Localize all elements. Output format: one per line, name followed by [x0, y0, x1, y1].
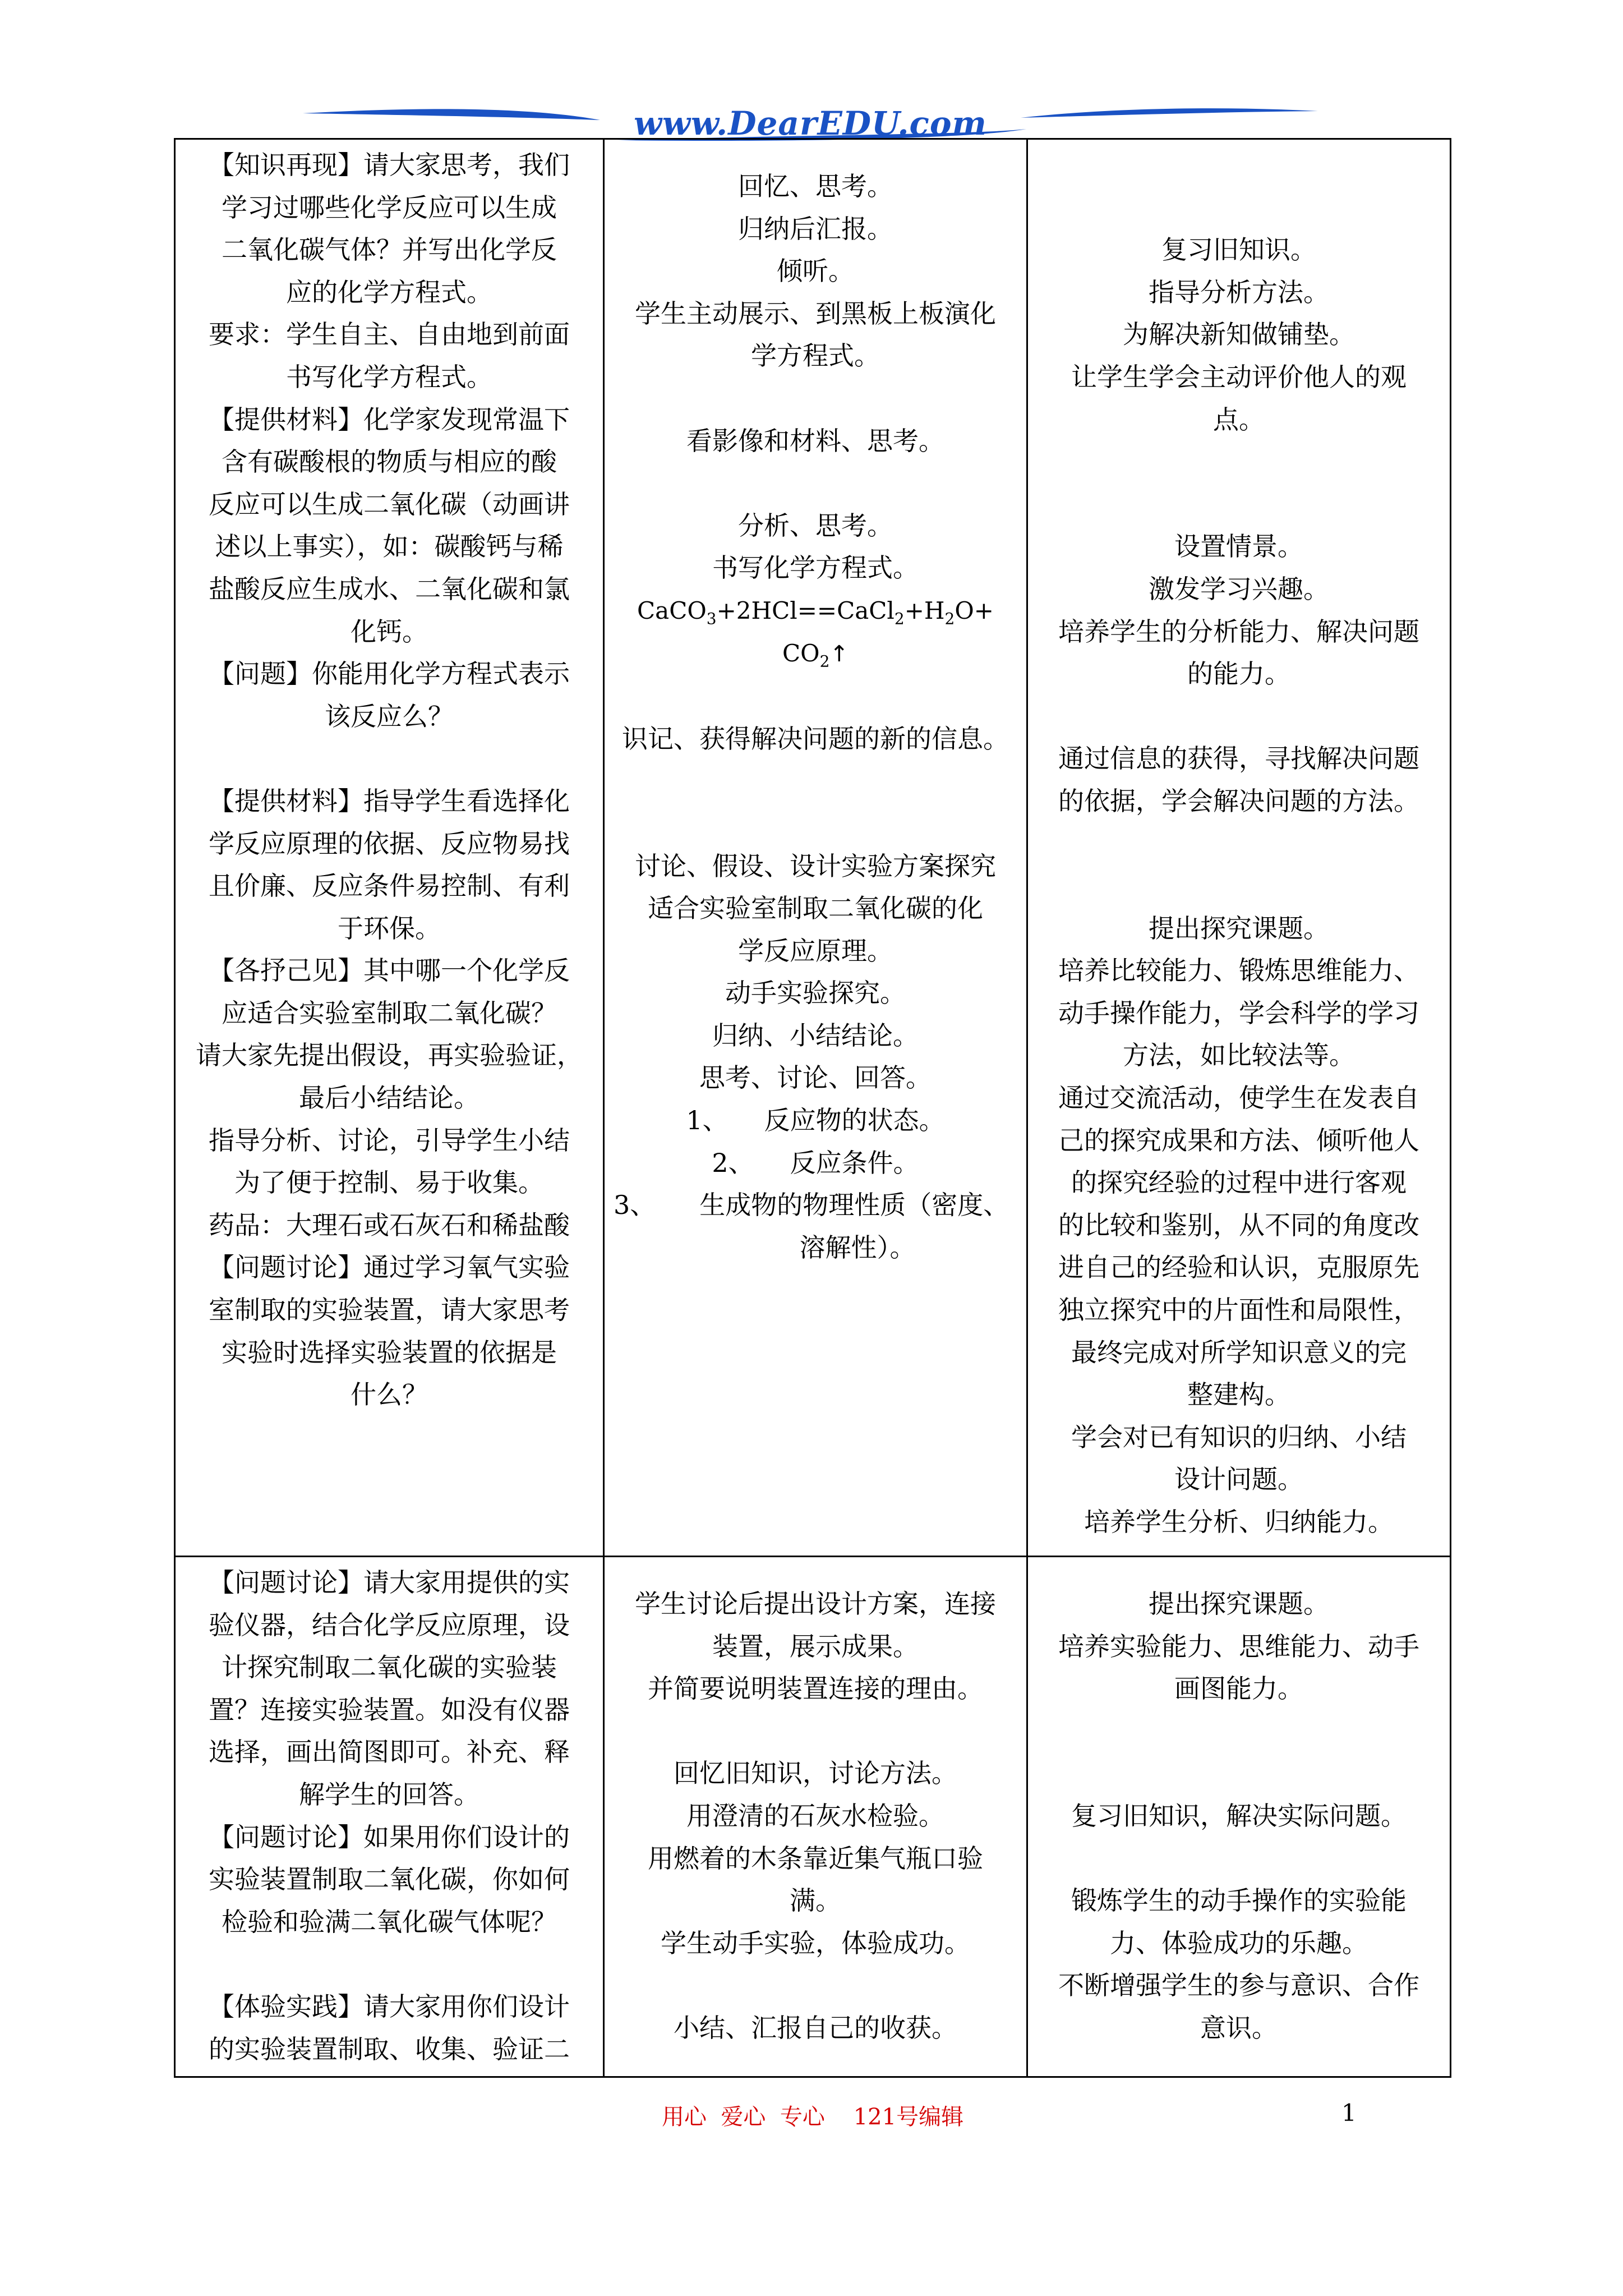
text-line — [1037, 144, 1441, 187]
text-line: 进自己的经验和认识，克服原先 — [1058, 1252, 1419, 1283]
text-line: 实验时选择实验装置的依据是 — [222, 1337, 557, 1368]
text-line: 独立探究中的片面性和局限性， — [1058, 1295, 1419, 1326]
list-item — [614, 1142, 1017, 1185]
text-line: 盐酸反应生成水、二氧化碳和氯 — [209, 573, 570, 604]
page-number: 1 — [1341, 2099, 1357, 2127]
text-line: 并简要说明装置连接的理由。 — [648, 1673, 983, 1704]
teacher-activity-cell — [175, 139, 604, 1557]
text-line: 设置情景。 — [1174, 531, 1303, 562]
design-intent-cell — [1027, 1557, 1451, 2077]
text-line — [614, 675, 1017, 718]
text-line: 请大家先提出假设，再实验验证， — [196, 1040, 583, 1071]
text-line: 提出探究课题。 — [1149, 1589, 1329, 1619]
text-line: 药品：大理石或石灰石和稀盐酸 — [209, 1209, 570, 1240]
list-text: 反应物的状态。 — [764, 1105, 945, 1136]
text-line: 的实验装置制取、收集、验证二 — [209, 2033, 570, 2064]
text-line: 复习旧知识，解决实际问题。 — [1071, 1800, 1407, 1831]
text-line: 室制取的实验装置，请大家思考 — [209, 1295, 570, 1326]
text-line: 复习旧知识。 — [1161, 234, 1316, 265]
list-number: 2、 — [712, 1147, 754, 1178]
text-line: 设计问题。 — [1174, 1464, 1303, 1495]
text-line: 于环保。 — [338, 913, 441, 944]
text-line: 意识。 — [1200, 2012, 1278, 2043]
text-line: 看影像和材料、思考。 — [686, 425, 944, 456]
text-line: 反应可以生成二氧化碳（动画讲 — [209, 489, 570, 519]
text-line: 且价廉、反应条件易控制、有利 — [209, 871, 570, 901]
text-line: 要求：学生自主、自由地到前面 — [209, 319, 570, 350]
text-line — [614, 378, 1017, 420]
chemical-equation — [614, 632, 1017, 676]
equation-subscript: 3 — [706, 609, 717, 628]
text-line: 化钙。 — [351, 616, 428, 647]
text-line: 述以上事实），如：碳酸钙与稀 — [215, 531, 564, 562]
text-line: 适合实验室制取二氧化碳的化 — [648, 893, 983, 924]
text-line: 应的化学方程式。 — [286, 277, 492, 307]
text-line: 含有碳酸根的物质与相应的酸 — [222, 447, 557, 477]
text-line — [614, 462, 1017, 505]
text-line: 计探究制取二氧化碳的实验装 — [222, 1652, 557, 1683]
text-line: 什么？ — [351, 1379, 428, 1410]
text-line: 激发学习兴趣。 — [1149, 573, 1329, 604]
list-text: 反应条件。 — [790, 1147, 919, 1178]
text-line: 二氧化碳气体？并写出化学反 — [222, 234, 557, 265]
text-line: 解学生的回答。 — [299, 1779, 479, 1810]
equation-text: +2HCl==CaCl — [716, 596, 895, 624]
text-line — [185, 738, 594, 780]
lesson-table — [174, 138, 1451, 2078]
equation-text: O+ — [955, 596, 994, 624]
site-logo: www.DearEDU.com — [634, 104, 987, 142]
equation-subscript: 2 — [894, 609, 905, 628]
text-line: 通过交流活动，使学生在发表自 — [1058, 1083, 1419, 1114]
text-line — [1037, 696, 1441, 738]
equation-subscript: 2 — [819, 651, 830, 670]
text-line: 分析、思考。 — [738, 510, 893, 541]
equation-text: CO — [782, 639, 820, 667]
text-line — [614, 1964, 1017, 2007]
text-line: 的探究经验的过程中进行客观 — [1071, 1167, 1407, 1198]
text-line: 该反应么？ — [325, 701, 454, 731]
text-line: 识记、获得解决问题的新的信息。 — [622, 723, 1009, 754]
text-line: 【问题讨论】请大家用提供的实 — [209, 1567, 570, 1598]
text-line: 【问题讨论】通过学习氧气实验 — [209, 1252, 570, 1283]
text-line: 用澄清的石灰水检验。 — [686, 1800, 944, 1831]
chemical-equation — [614, 590, 1017, 632]
table-row — [175, 1557, 1451, 2077]
design-intent-cell — [1027, 139, 1451, 1557]
student-activity-cell — [604, 139, 1027, 1557]
text-line: 学会对已有知识的归纳、小结 — [1071, 1421, 1407, 1452]
text-line: 动手操作能力，学会科学的学习 — [1058, 997, 1419, 1028]
text-line: 培养实验能力、思维能力、动手 — [1058, 1631, 1419, 1662]
text-line — [1037, 484, 1441, 526]
text-line: 锻炼学生的动手操作的实验能 — [1071, 1885, 1407, 1916]
text-line: 书写化学方程式。 — [286, 361, 492, 392]
footer-note: 用心 爱心 专心 121号编辑 — [662, 2104, 964, 2130]
text-line: 最终完成对所学知识意义的完 — [1071, 1337, 1407, 1368]
text-line: 学生主动展示、到黑板上板演化 — [635, 298, 996, 329]
text-line: 用燃着的木条靠近集气瓶口验 — [648, 1843, 983, 1874]
text-line: 让学生学会主动评价他人的观 — [1071, 361, 1407, 392]
text-line: 回忆旧知识，讨论方法。 — [674, 1758, 957, 1789]
list-item — [614, 1099, 1017, 1142]
text-line: 通过信息的获得，寻找解决问题 — [1058, 743, 1419, 774]
text-line — [614, 1710, 1017, 1753]
text-line: 溶解性）。 — [799, 1232, 916, 1263]
list-text: 生成物的物理性质（密度、 — [699, 1190, 1009, 1221]
text-line: 为解决新知做铺垫。 — [1123, 319, 1355, 350]
text-line: 学生讨论后提出设计方案，连接 — [635, 1589, 996, 1619]
text-line — [1037, 1710, 1441, 1753]
text-line: 归纳后汇报。 — [738, 213, 893, 244]
text-line: 选择，画出简图即可。补充、释 — [209, 1737, 570, 1768]
text-line — [1037, 187, 1441, 229]
text-line: 讨论、假设、设计实验方案探究 — [635, 850, 996, 881]
text-line: 己的探究成果和方法、倾听他人 — [1058, 1125, 1419, 1156]
text-line: 点。 — [1213, 404, 1265, 435]
text-line: 学方程式。 — [751, 341, 880, 371]
text-line: 培养学生分析、归纳能力。 — [1084, 1507, 1394, 1537]
text-line: 置？连接实验装置。如没有仪器 — [209, 1694, 570, 1725]
text-line — [1037, 441, 1441, 484]
text-line — [1037, 823, 1441, 866]
text-line: 【提供材料】指导学生看选择化 — [209, 785, 570, 816]
text-line: 验仪器，结合化学反应原理，设 — [209, 1609, 570, 1640]
text-line: 回忆、思考。 — [738, 171, 893, 201]
text-line: 学反应原理的依据、反应物易找 — [209, 828, 570, 859]
text-line: 为了便于控制、易于收集。 — [234, 1167, 544, 1198]
text-line — [614, 760, 1017, 803]
text-line: 【提供材料】化学家发现常温下 — [209, 404, 570, 435]
text-line: 【问题】你能用化学方程式表示 — [209, 659, 570, 689]
text-line: 归纳、小结结论。 — [712, 1020, 919, 1051]
text-line: 的比较和鉴别，从不同的角度改 — [1058, 1209, 1419, 1240]
text-line: 学生动手实验，体验成功。 — [661, 1927, 970, 1958]
text-line — [1037, 1838, 1441, 1880]
text-line: 装置，展示成果。 — [712, 1631, 919, 1662]
text-line: 整建构。 — [1187, 1379, 1290, 1410]
table-row — [175, 139, 1451, 1557]
text-line: 倾听。 — [777, 256, 854, 287]
text-line: 力、体验成功的乐趣。 — [1110, 1927, 1368, 1958]
text-line: 【各抒己见】其中哪一个化学反 — [209, 955, 570, 986]
text-line: 满。 — [790, 1885, 841, 1916]
teacher-activity-cell — [175, 1557, 604, 2077]
list-number: 1、 — [686, 1105, 728, 1136]
equation-text: +H — [904, 596, 945, 624]
text-line — [1037, 1752, 1441, 1795]
text-line: 的能力。 — [1187, 659, 1290, 689]
text-line: 检验和验满二氧化碳气体呢？ — [222, 1906, 557, 1937]
text-line: 书写化学方程式。 — [712, 553, 919, 583]
text-line — [185, 1943, 594, 1986]
equation-text: CaCO — [637, 596, 707, 624]
text-line: 【问题讨论】如果用你们设计的 — [209, 1821, 570, 1852]
text-line: 动手实验探究。 — [725, 978, 906, 1009]
text-line: 培养比较能力、锻炼思维能力、 — [1058, 955, 1419, 986]
equation-subscript: 2 — [944, 609, 955, 628]
text-line: 指导分析方法。 — [1149, 277, 1329, 307]
text-line: 的依据，学会解决问题的方法。 — [1058, 785, 1419, 816]
gas-arrow-icon: ↑ — [829, 641, 849, 667]
text-line: 不断增强学生的参与意识、合作 — [1058, 1970, 1419, 2001]
text-line: 提出探究课题。 — [1149, 913, 1329, 944]
text-line: 思考、讨论、回答。 — [699, 1062, 932, 1093]
list-item — [614, 1184, 1017, 1227]
text-line: 实验装置制取二氧化碳，你如何 — [209, 1864, 570, 1895]
text-line: 【知识再现】请大家思考，我们 — [209, 150, 570, 180]
text-line: 学习过哪些化学反应可以生成 — [222, 192, 557, 223]
text-line — [1037, 865, 1441, 908]
text-line — [614, 803, 1017, 845]
text-line: 小结、汇报自己的收获。 — [674, 2012, 957, 2043]
list-number: 3、 — [614, 1190, 656, 1221]
student-activity-cell — [604, 1557, 1027, 2077]
text-line: 学反应原理。 — [738, 935, 893, 966]
text-line: 应适合实验室制取二氧化碳？ — [222, 997, 557, 1028]
text-line: 培养学生的分析能力、解决问题 — [1058, 616, 1419, 647]
text-line: 方法，如比较法等。 — [1123, 1040, 1355, 1071]
text-line: 画图能力。 — [1174, 1673, 1303, 1704]
text-line: 【体验实践】请大家用你们设计 — [209, 1991, 570, 2022]
text-line: 指导分析、讨论，引导学生小结 — [209, 1125, 570, 1156]
text-line: 最后小结结论。 — [299, 1083, 479, 1114]
